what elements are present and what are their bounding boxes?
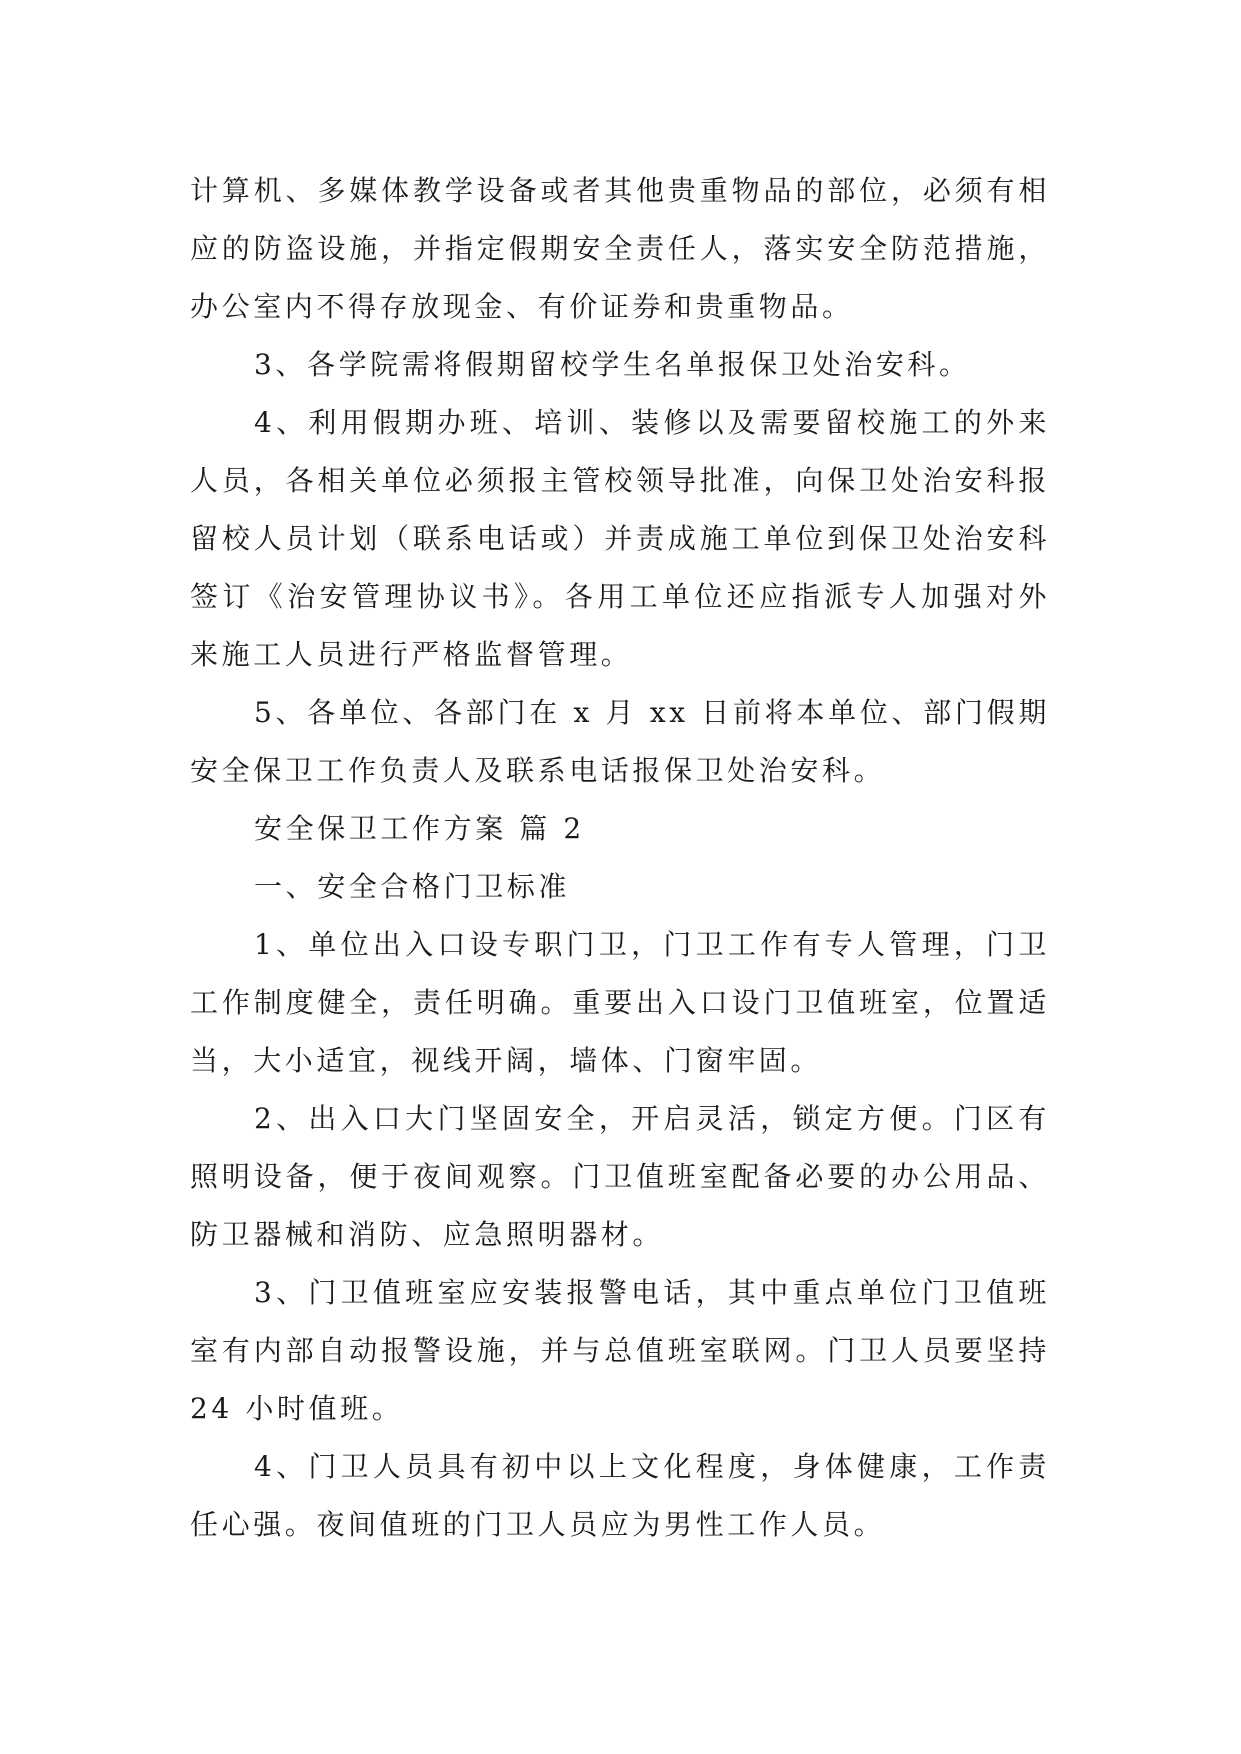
paragraph-standard-2: 2、出入口大门坚固安全，开启灵活，锁定方便。门区有照明设备，便于夜间观察。门卫值班室配备必要的办公用品、防卫器械和消防、应急照明器材。 (190, 1102, 1050, 1251)
paragraph-standard-3: 3、门卫值班室应安装报警电话，其中重点单位门卫值班室有内部自动报警设施，并与总值班室联网。门卫人员要坚持 24 小时值班。 (190, 1276, 1050, 1425)
section-heading: 安全保卫工作方案 篇 2 (254, 812, 585, 845)
paragraph-standard-1: 1、单位出入口设专职门卫，门卫工作有专人管理，门卫工作制度健全，责任明确。重要出入口设门卫值班室，位置适当，大小适宜，视线开阔，墙体、门窗牢固。 (190, 928, 1050, 1077)
document-body (190, 162, 1050, 1554)
paragraph-item-5: 5、各单位、各部门在 x 月 xx 日前将本单位、部门假期安全保卫工作负责人及联系电话报保卫处治安科。 (190, 696, 1050, 787)
paragraph-item-3: 3、各学院需将假期留校学生名单报保卫处治安科。 (254, 348, 971, 381)
paragraph-standard-4: 4、门卫人员具有初中以上文化程度，身体健康，工作责任心强。夜间值班的门卫人员应为男性工作人员。 (190, 1450, 1050, 1541)
paragraph-continuation: 计算机、多媒体教学设备或者其他贵重物品的部位，必须有相应的防盗设施，并指定假期安全责任人，落实安全防范措施，办公室内不得存放现金、有价证券和贵重物品。 (190, 174, 1050, 323)
paragraph-item-4: 4、利用假期办班、培训、装修以及需要留校施工的外来人员，各相关单位必须报主管校领导批准，向保卫处治安科报留校人员计划（联系电话或）并责成施工单位到保卫处治安科签订《治安管理协议书》。各用工单位还应指派专人加强对外来施工人员进行严格监督管理。 (190, 406, 1050, 671)
subsection-heading: 一、安全合格门卫标准 (254, 870, 571, 903)
